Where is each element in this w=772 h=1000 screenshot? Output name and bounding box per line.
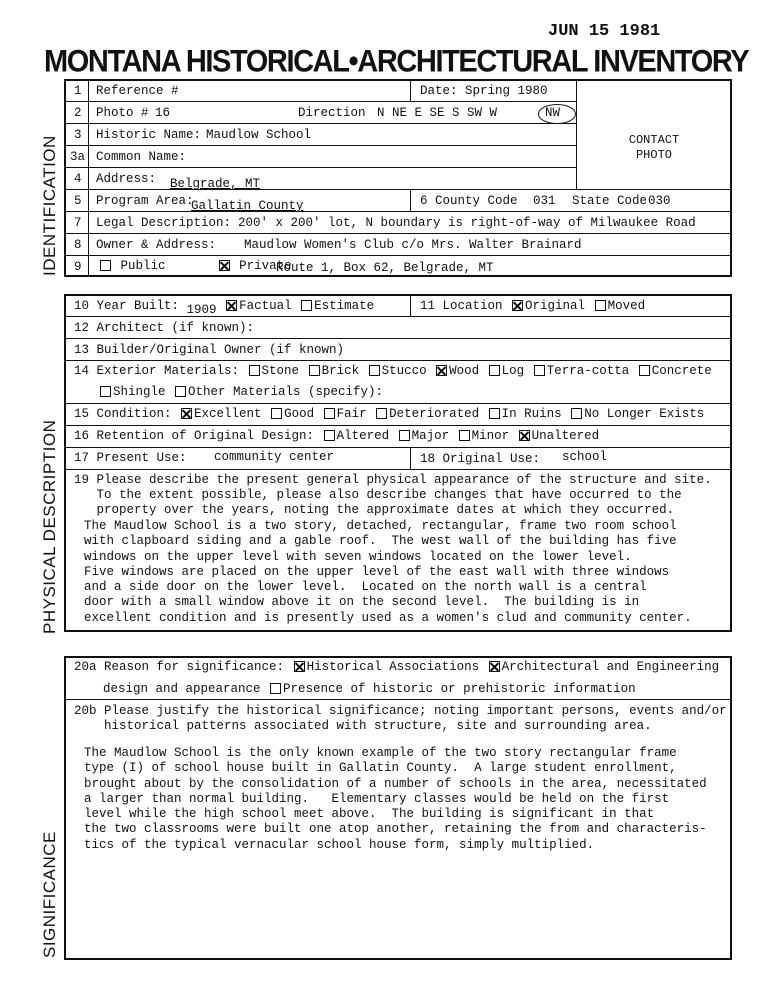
row-num: 1 — [74, 84, 82, 98]
photo-label: Photo # — [96, 106, 149, 120]
significance-justification-text: The Maudlow School is the only known example of the two story rectangular frame type (I) of school house built in Gallatin County. A large student enrollment, brought about by the consolidation of a number of schools in the area, necessitated a larger than normal building. Elementary classes would be held on the first level while the high school meet above. The building is significant in that the two classrooms were built one atop another, retaining the from and characteris- tics of the typical vernacular school house form, simply multiplied. — [84, 746, 707, 852]
direction-selected: NW — [545, 106, 561, 120]
good-checkbox[interactable] — [271, 408, 282, 419]
other-materials-checkbox[interactable] — [175, 386, 186, 397]
significance-reason-row-2 — [103, 682, 636, 697]
received-date-stamp: JUN 15 1981 — [548, 22, 661, 41]
condition-option: Good — [284, 407, 315, 421]
material-option: Wood — [449, 364, 480, 378]
unaltered-checkbox[interactable] — [519, 430, 530, 441]
wood-checkbox[interactable] — [436, 365, 447, 376]
architect-label: 12 Architect (if known): — [74, 321, 255, 335]
retention-option: Altered — [336, 429, 390, 443]
retention-option: Major — [411, 429, 450, 443]
factual-label: Factual — [239, 299, 292, 313]
county-code-value: 031 — [533, 194, 556, 208]
historic-name-value: Maudlow School — [206, 128, 312, 142]
location-row — [420, 299, 645, 314]
year-built-label: 10 Year Built: — [74, 299, 180, 313]
contact-photo-label-1: CONTACT — [628, 133, 680, 147]
retention-label: 16 Retention of Original Design: — [74, 429, 315, 443]
estimate-checkbox[interactable] — [301, 300, 312, 311]
material-option: Stone — [261, 364, 300, 378]
architectural-engineering-checkbox[interactable] — [489, 661, 500, 672]
significance-reason-label: 20a Reason for significance: — [74, 660, 285, 674]
log-checkbox[interactable] — [489, 365, 500, 376]
builder-label: 13 Builder/Original Owner (if known) — [74, 343, 345, 357]
fair-checkbox[interactable] — [324, 408, 335, 419]
no-longer-exists-checkbox[interactable] — [571, 408, 582, 419]
row-num: 5 — [74, 194, 82, 208]
county-code-label: 6 County Code — [420, 194, 518, 208]
significance-justification-prompt: 20b Please justify the historical significance; noting important persons, events and/or historical patterns associated with structure, site and surrounding area. — [74, 704, 727, 733]
reference-label: Reference # — [96, 84, 179, 98]
row-num: 3 — [74, 128, 82, 142]
row-num: 9 — [74, 260, 82, 274]
retention-row — [74, 429, 599, 444]
ownership-address-value: Route 1, Box 62, Belgrade, MT — [276, 261, 494, 275]
condition-option: Excellent — [194, 407, 262, 421]
other-materials-label: Other Materials (specify): — [188, 385, 384, 399]
historical-associations-checkbox[interactable] — [294, 661, 305, 672]
brick-checkbox[interactable] — [309, 365, 320, 376]
original-use-label: 18 Original Use: — [420, 452, 541, 466]
in-ruins-checkbox[interactable] — [489, 408, 500, 419]
program-area-label: Program Area: — [96, 194, 194, 208]
legal-description-label: Legal Description: — [96, 216, 232, 230]
original-location-label: Original — [525, 299, 586, 313]
common-name-label: Common Name: — [96, 150, 187, 164]
public-label: Public — [120, 259, 166, 273]
condition-row — [74, 407, 704, 422]
date-label: Date: — [420, 84, 458, 98]
section-label-identification: IDENTIFICATION — [40, 135, 59, 276]
state-code-value: 030 — [648, 194, 671, 208]
presence-information-label: Presence of historic or prehistoric information — [283, 682, 636, 696]
date-value: Spring 1980 — [465, 84, 548, 98]
address-label: Address: — [96, 172, 157, 186]
physical-description-text: The Maudlow School is a two story, detached, rectangular, frame two room school with clapboard siding and a gable roof. The west wall of the building has five windows on the upper level with seven windows located on the lower level. Five windows are placed on the upper level of the east wall with three windows and a side door on the lower level. Located on the north wall is a central door with a small window above it on the second level. The building is in excellent condition and is presently used as a women's clud and community center. — [84, 519, 692, 625]
contact-photo-area — [576, 133, 732, 163]
significance-reason-row — [74, 660, 719, 675]
presence-information-checkbox[interactable] — [270, 683, 281, 694]
owner-address-value: Maudlow Women's Club c/o Mrs. Walter Brainard — [244, 238, 582, 252]
deteriorated-checkbox[interactable] — [376, 408, 387, 419]
condition-option: No Longer Exists — [584, 407, 705, 421]
exterior-materials-row-2 — [98, 385, 383, 400]
stucco-checkbox[interactable] — [369, 365, 380, 376]
shingle-label: Shingle — [113, 385, 166, 399]
program-area-value: Gallatin County — [191, 199, 304, 213]
address-value: Belgrade, MT — [170, 177, 261, 191]
stone-checkbox[interactable] — [249, 365, 260, 376]
section-label-significance: SIGNIFICANCE — [40, 831, 59, 958]
row-num: 7 — [74, 216, 82, 230]
year-built-value: 1909 — [186, 303, 217, 317]
row-num: 3a — [70, 150, 86, 164]
excellent-checkbox[interactable] — [181, 408, 192, 419]
material-option: Log — [501, 364, 525, 378]
retention-option: Minor — [471, 429, 510, 443]
altered-checkbox[interactable] — [324, 430, 335, 441]
contact-photo-label-2: PHOTO — [635, 148, 672, 162]
minor-checkbox[interactable] — [459, 430, 470, 441]
condition-option: Fair — [336, 407, 367, 421]
direction-options: N NE E SE S SW W — [377, 106, 498, 120]
present-use-value: community center — [214, 450, 335, 464]
ownership-options — [98, 259, 292, 274]
direction-label: Direction — [298, 106, 366, 120]
public-checkbox[interactable] — [100, 260, 111, 271]
page-title: MONTANA HISTORICAL•ARCHITECTURAL INVENTORY — [44, 44, 749, 80]
photo-value: 16 — [155, 106, 171, 120]
historical-associations-label: Historical Associations — [306, 660, 480, 674]
material-option: Concrete — [651, 364, 712, 378]
present-use-label: 17 Present Use: — [74, 451, 187, 465]
architectural-engineering-label: Architectural and Engineering — [501, 660, 720, 674]
material-option: Terra-cotta — [546, 364, 630, 378]
condition-option: Deteriorated — [389, 407, 480, 421]
original-use-value: school — [562, 450, 608, 464]
year-built-row — [74, 299, 375, 317]
historic-name-label: Historic Name: — [96, 128, 202, 142]
location-label: 11 Location — [420, 299, 503, 313]
owner-address-label: Owner & Address: — [96, 238, 217, 252]
legal-description-value: 200' x 200' lot, N boundary is right-of-way of Milwaukee Road — [238, 216, 696, 230]
design-appearance-label: design and appearance — [103, 682, 261, 696]
shingle-checkbox[interactable] — [100, 386, 111, 397]
major-checkbox[interactable] — [399, 430, 410, 441]
estimate-label: Estimate — [314, 299, 375, 313]
private-checkbox[interactable] — [219, 260, 230, 271]
material-option: Brick — [321, 364, 360, 378]
original-location-checkbox[interactable] — [512, 300, 523, 311]
physical-description-prompt: 19 Please describe the present general physical appearance of the structure and site. To the extent possible, please also describe changes that have occurred to the property over the years, noting the approximate dates at which they occurred. — [74, 473, 712, 517]
row-num: 8 — [74, 238, 82, 252]
row-num: 4 — [74, 172, 82, 186]
moved-label: Moved — [607, 299, 646, 313]
exterior-materials-label: 14 Exterior Materials: — [74, 364, 240, 378]
moved-checkbox[interactable] — [595, 300, 606, 311]
concrete-checkbox[interactable] — [639, 365, 650, 376]
terra-cotta-checkbox[interactable] — [534, 365, 545, 376]
material-option: Stucco — [381, 364, 427, 378]
retention-option: Unaltered — [531, 429, 600, 443]
private-label: Private — [239, 259, 292, 273]
condition-label: 15 Condition: — [74, 407, 172, 421]
condition-option: In Ruins — [501, 407, 562, 421]
section-label-physical-description: PHYSICAL DESCRIPTION — [40, 419, 59, 634]
row-num: 2 — [74, 106, 82, 120]
exterior-materials-row — [74, 364, 712, 379]
state-code-label: State Code — [572, 194, 648, 208]
factual-checkbox[interactable] — [226, 300, 237, 311]
